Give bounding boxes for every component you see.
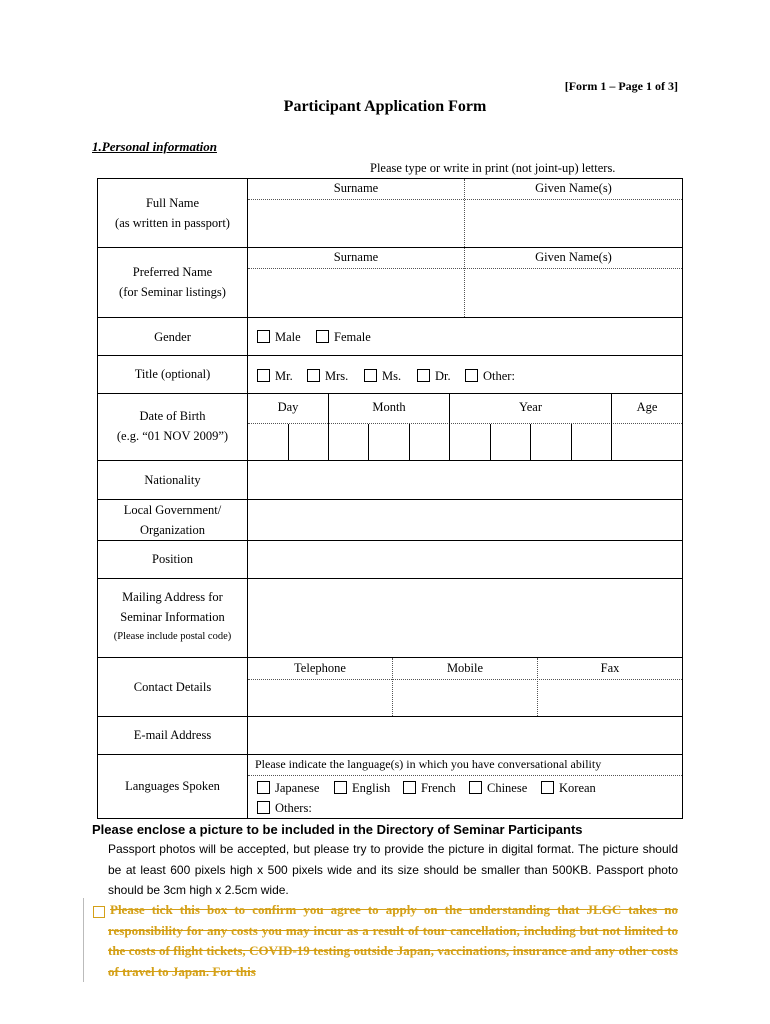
mailing-address-label: Mailing Address for Seminar Information (Please include postal code) — [113, 590, 232, 642]
lang-english-option[interactable]: English — [334, 781, 390, 796]
gender-female-option[interactable]: Female — [316, 330, 371, 345]
checkbox-icon[interactable] — [257, 781, 270, 794]
dob-month-header: Month — [372, 400, 406, 414]
contact-details-label: Contact Details — [133, 680, 212, 694]
lang-others-option[interactable]: Others: — [257, 801, 312, 816]
fax-field[interactable] — [539, 681, 681, 715]
nationality-field[interactable] — [249, 462, 681, 498]
local-government-label: Local Government/ Organization — [123, 503, 222, 537]
consent-statement: Please tick this box to confirm you agree to apply on the understanding that JLGC takes no responsibility for any costs you may incur as a result of tour cancellation, including but not limited to the costs of flight tickets, COVID-19 testing outside Japan, vaccinations, insurance and any other costs of travel to Japan. For this — [108, 902, 678, 979]
checkbox-icon[interactable] — [316, 330, 329, 343]
full-name-surname-field[interactable] — [249, 201, 463, 246]
preferred-surname-field[interactable] — [249, 270, 463, 316]
form-page-ref: [Form 1 – Page 1 of 3] — [564, 79, 678, 93]
position-label: Position — [152, 552, 193, 566]
title-ms-option[interactable]: Ms. — [364, 369, 401, 384]
title-label: Title (optional) — [134, 367, 211, 381]
title-mr-option[interactable]: Mr. — [257, 369, 293, 384]
age-field[interactable] — [613, 425, 681, 459]
checkbox-icon[interactable] — [257, 369, 270, 382]
languages-label: Languages Spoken — [125, 779, 220, 793]
checkbox-icon[interactable] — [469, 781, 482, 794]
checkbox-icon[interactable] — [307, 369, 320, 382]
dob-age-header: Age — [636, 400, 658, 414]
preferred-surname-header: Surname — [333, 250, 379, 264]
mailing-address-field[interactable] — [249, 580, 681, 656]
mobile-field[interactable] — [394, 681, 536, 715]
full-name-label: Full Name (as written in passport) — [115, 196, 230, 230]
title-dr-option[interactable]: Dr. — [417, 369, 451, 384]
mobile-header: Mobile — [446, 661, 484, 675]
preferred-given-header: Given Name(s) — [535, 250, 612, 264]
email-field[interactable] — [249, 718, 681, 753]
title-mrs-option[interactable]: Mrs. — [307, 369, 348, 384]
checkbox-icon[interactable] — [257, 801, 270, 814]
full-name-given-header: Given Name(s) — [535, 181, 612, 195]
gender-male-option[interactable]: Male — [257, 330, 301, 345]
telephone-header: Telephone — [294, 661, 346, 675]
checkbox-icon[interactable] — [257, 330, 270, 343]
consent-checkbox[interactable] — [93, 906, 105, 918]
lang-french-option[interactable]: French — [403, 781, 456, 796]
dob-day-header: Day — [277, 400, 299, 414]
title-other-option[interactable]: Other: — [465, 369, 515, 384]
form-title: Participant Application Form — [283, 98, 487, 115]
local-government-field[interactable] — [249, 501, 681, 539]
full-name-surname-header: Surname — [333, 181, 379, 195]
picture-instructions: Passport photos will be accepted, but please try to provide the picture in digital format. The picture should be at least 600 pixels high x 500 pixels wide and its size should be smaller than 500KB. Passport photo should be 3cm high x 2.5cm wide. — [108, 842, 678, 897]
dob-year-header: Year — [518, 400, 543, 414]
checkbox-icon[interactable] — [403, 781, 416, 794]
email-label: E-mail Address — [133, 728, 212, 742]
telephone-field[interactable] — [249, 681, 391, 715]
lang-japanese-option[interactable]: Japanese — [257, 781, 319, 796]
dob-day-field[interactable] — [249, 425, 327, 459]
section-heading-personal-info: 1.Personal information — [92, 139, 217, 154]
lang-korean-option[interactable]: Korean — [541, 781, 596, 796]
dob-label: Date of Birth (e.g. “01 NOV 2009”) — [116, 409, 229, 443]
checkbox-icon[interactable] — [417, 369, 430, 382]
gender-label: Gender — [154, 330, 191, 344]
checkbox-icon[interactable] — [364, 369, 377, 382]
preferred-given-field[interactable] — [466, 270, 681, 316]
checkbox-icon[interactable] — [465, 369, 478, 382]
dob-month-field[interactable] — [330, 425, 448, 459]
nationality-label: Nationality — [144, 473, 201, 487]
position-field[interactable] — [249, 542, 681, 577]
languages-instruction: Please indicate the language(s) in which you have conversational ability — [255, 757, 602, 771]
checkbox-icon[interactable] — [334, 781, 347, 794]
checkbox-icon[interactable] — [541, 781, 554, 794]
fax-header: Fax — [600, 661, 620, 675]
dob-year-field[interactable] — [451, 425, 610, 459]
consent-margin-line — [83, 898, 84, 982]
picture-heading: Please enclose a picture to be included in the Directory of Seminar Participants — [92, 822, 583, 837]
form-instruction: Please type or write in print (not joint-up) letters. — [370, 161, 616, 175]
preferred-name-label: Preferred Name (for Seminar listings) — [119, 265, 226, 299]
lang-chinese-option[interactable]: Chinese — [469, 781, 527, 796]
full-name-given-field[interactable] — [466, 201, 681, 246]
